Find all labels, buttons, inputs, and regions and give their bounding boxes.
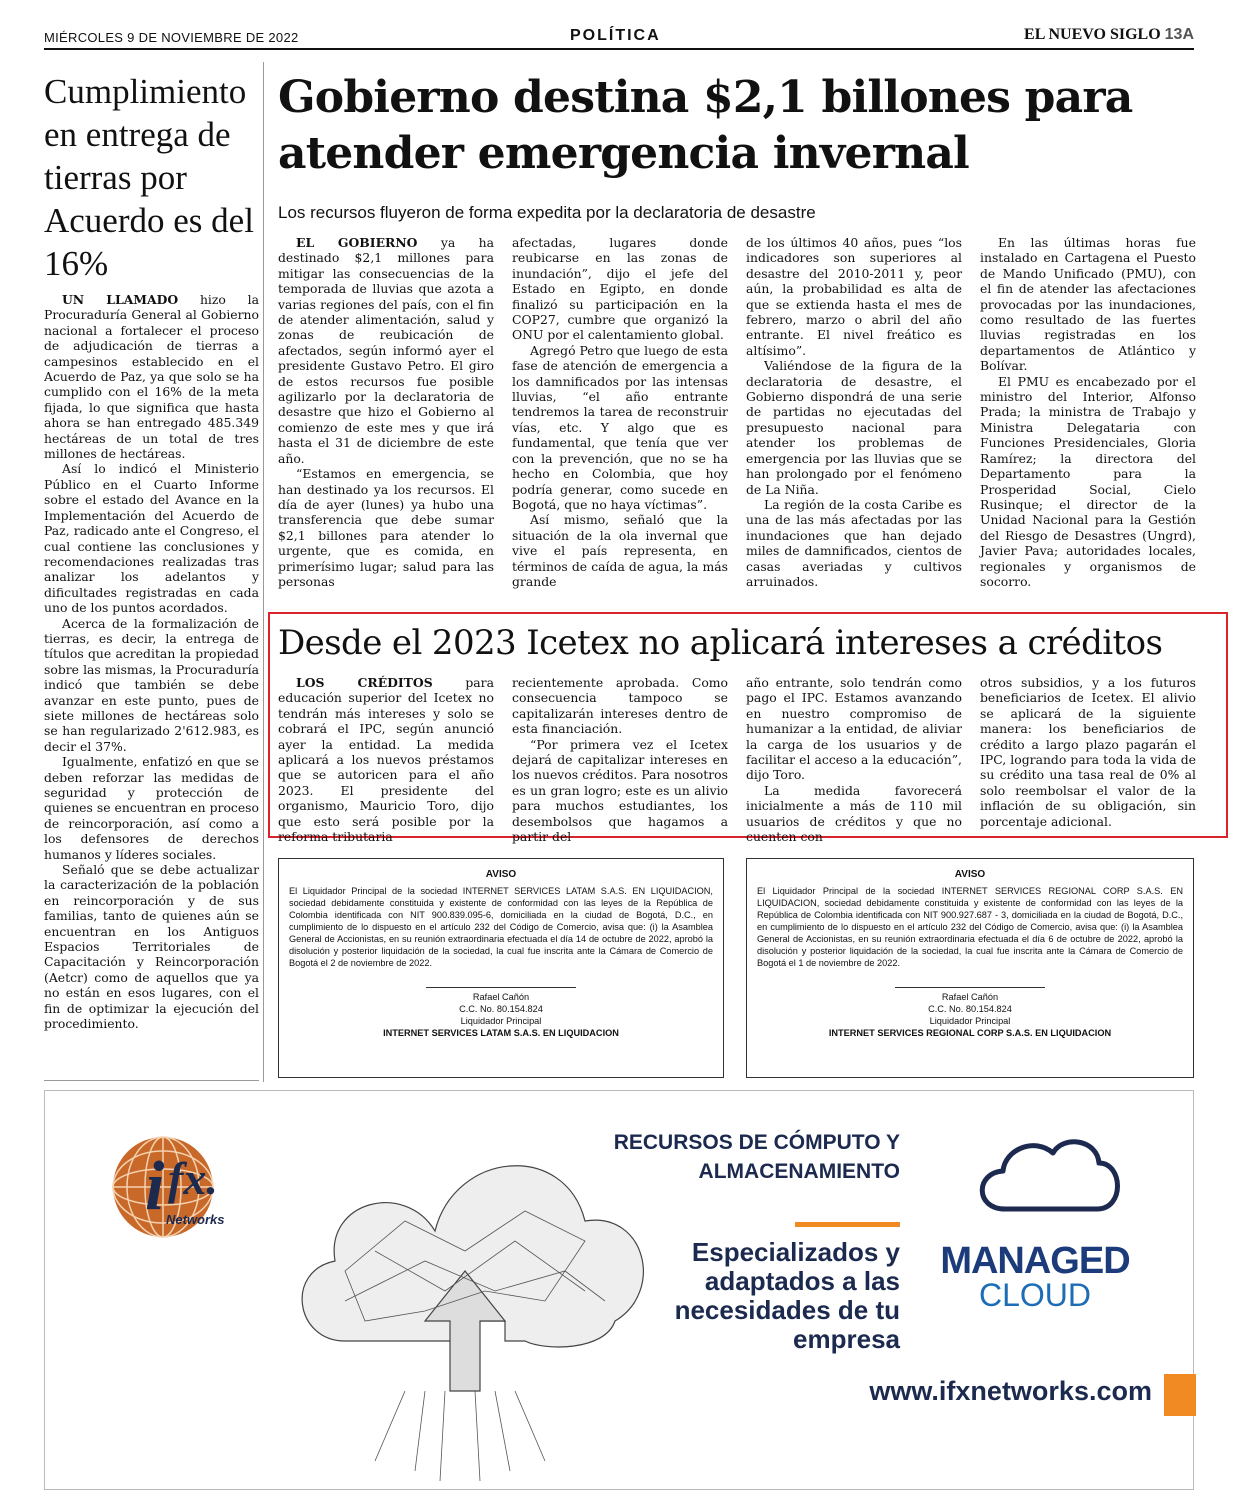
svg-text:i: i <box>145 1148 165 1225</box>
box-lead: LOS CRÉDITOS <box>296 675 433 690</box>
side-paragraph: Así lo indicó el Ministerio Público en el Cuarto Informe sobre el estado del Avance en la Implementación del Acuerdo de Paz, radicado ante el Congreso, el cual contiene las conclusiones y recomendaciones realizadas tras analizar los adelantos y dificultades registradas en cada uno de los puntos acordados. <box>44 461 259 616</box>
ad-orange-block <box>1164 1374 1196 1416</box>
side-lead: UN LLAMADO <box>62 292 179 307</box>
ad-tagline: Especializados y adaptados a las necesidades de tu empresa <box>674 1237 900 1354</box>
signer-id: C.C. No. 80.154.824 <box>459 1004 543 1014</box>
ad-url[interactable]: www.ifxnetworks.com <box>869 1376 1152 1406</box>
side-paragraph: Igualmente, enfatizó en que se deben reforzar las medidas de seguridad y protección de quienes se encuentran en proceso de reincorporación, así como a los defensores de derechos humanos y líderes sociales. <box>44 754 259 862</box>
signer-role: Liquidador Principal <box>460 1016 542 1026</box>
main-col-1: EL GOBIERNO ya ha destinado $2,1 millones para mitigar las consecuencias de la temporada de lluvias que azota a varias regiones del país, con el fin de atender alimentación, salud y zonas de reubicación de afectados, según informó ayer el presidente Gustavo Petro. El giro de estos recursos fue posible agilizarlo por la declaratoria de desastre que hizo el Gobierno al comienzo de este mes y que irá hasta el 31 de diciembre de este año. “Estamos en emergencia, se han destinado ya los recursos. El día de ayer (lunes) ya hubo una transferencia que debe sumar $2,1 billones para atender lo urgente, que es comida, en primerísimo lugar; salud para las personas <box>278 235 494 589</box>
managed-label: MANAGED <box>940 1240 1130 1282</box>
legal-notice <box>278 858 724 1078</box>
signer-role: Liquidador Principal <box>929 1016 1011 1026</box>
box-article-body <box>278 675 1196 845</box>
header-rule <box>44 48 1194 50</box>
main-article-subtitle: Los recursos fluyeron de forma expedita por la declaratoria de desastre <box>278 203 816 222</box>
ifx-logo-text: fx. <box>168 1153 218 1204</box>
signature-line <box>895 987 1045 988</box>
side-paragraph: Señaló que se debe actualizar la caracterización de la población en reincorporación y de sus familias, tanto de quienes aún se encuentran en los Antiguos Espacios Territoriales de Capacitación y Reincorporación (Aetcr) como de aquellos que ya no están en esos lugares, con el fin de optimizar la ejecución del procedimiento. <box>44 862 259 1032</box>
signer-id: C.C. No. 80.154.824 <box>928 1004 1012 1014</box>
cloud-mesh-illustration <box>302 1166 643 1481</box>
ad-headline: RECURSOS DE CÓMPUTO Y ALMACENAMIENTO <box>613 1131 900 1183</box>
side-paragraph: Acerca de la formalización de tierras, es decir, la entrega de títulos que acreditan la propiedad sobre las mismas, la Procuraduría indicó que también se debe avanzar en este punto, pues de siete millones de hectáreas solo se han regularizado 2'612.983, es decir el 37%. <box>44 615 259 754</box>
issue-date: MIÉRCOLES 9 DE NOVIEMBRE DE 2022 <box>44 30 299 45</box>
signer-name: Rafael Cañón <box>472 992 530 1002</box>
side-bottom-rule <box>44 1080 259 1081</box>
section-name: POLÍTICA <box>570 27 661 44</box>
box-col-3: año entrante, solo tendrán como pago el IPC. Estamos avanzando en nuestro compromiso de humanizar a la entidad, de aliviar la carga de los usuarios y de facilitar el acceso a la educación”, dijo Toro. La medida favorecerá inicialmente a más de 110 mil usuarios de créditos y que no cuenten con <box>746 675 962 845</box>
notice-heading: AVISO <box>485 869 517 880</box>
ad-accent-bar <box>795 1222 900 1227</box>
cloud-label: CLOUD <box>978 1277 1091 1313</box>
main-article-title: Gobierno destina $2,1 billones para atender emergencia invernal <box>278 72 1133 179</box>
box-col-2: recientemente aprobada. Como consecuencia tampoco se capitalizarán intereses dentro de esta financiación. “Por primera vez el Icetex dejará de capitalizar intereses en los nuevos créditos. Para nosotros es un gran logro; este es un alivio para muchos estudiantes, los desembolsos que hagamos a partir del <box>512 675 728 845</box>
main-article-body <box>278 235 1196 603</box>
signer-company: INTERNET SERVICES REGIONAL CORP S.A.S. EN LIQUIDACION <box>828 1028 1112 1038</box>
signature-line <box>426 987 576 988</box>
legal-notice <box>746 858 1194 1078</box>
main-col-4: En las últimas horas fue instalado en Cartagena el Puesto de Mando Unificado (PMU), con el fin de atender las afectaciones provocadas por las inundaciones, como resultado de las fuertes lluvias registradas en los departamentos de Atlántico y Bolívar. El PMU es encabezado por el ministro del Interior, Alfonso Prada; la ministra de Trabajo y Ministra Delegataria con Funciones Presidenciales, Gloria Ramírez; la directora del Departamento para la Prosperidad Social, Cielo Rusinque; el director de la Unidad Nacional para la Gestión del Riesgo de Desastres (Ungrd), Javier Pava; autoridades locales, regionales y organismos de socorro. <box>980 235 1196 589</box>
main-col-3: de los últimos 40 años, pues “los indicadores son superiores al desastre del 2010-2011 y, peor aún, la probabilidad es alta de que se extienda hasta el mes de febrero, marzo o abril del año entrante. El nivel freático es altísimo”. Valiéndose de la figura de la declaratoria de desastre, el Gobierno dispondrá de una serie de partidas no ejecutadas del presupuesto nacional para atender los problemas de emergencia por las lluvias que se han prolongado por el fenómeno de La Niña. La región de la costa Caribe es una de las más afectadas por las inundaciones que han dejado miles de damnificados, cientos de casas averiadas y cultivos arruinados. <box>746 235 962 589</box>
main-col-2: afectadas, lugares donde reubicarse en las zonas de inundación”, dijo el jefe del Estado en Egipto, en donde finalizó su participación en la COP27, cumbre que organizó la ONU por el calentamiento global. Agregó Petro que luego de esta fase de atención de emergencia a los damnificados por las intensas lluvias, “el año entrante tendremos la tarea de reconstruir vías, etc. Y algo que es fundamental, que tenía que ver con la prevención, que no se ha hecho en Colombia, que hoy podría generar, como sucede en Bogotá, que no haya víctimas”. Así mismo, señaló que la situación de la ola invernal que vive el país representa, en términos de caída de agua, la más grande <box>512 235 728 589</box>
box-col-4: otros subsidios, y a los futuros beneficiarios de Icetex. El alivio se aplicará de la siguiente manera: los beneficiarios de crédito a largo plazo pagarán el IPC, logrando para toda la vida de su crédito una tasa real de 0% al solo reembolsar el valor de la inflación de su obligación, sin porcentaje adicional. <box>980 675 1196 829</box>
notice-signature <box>757 987 1183 1039</box>
box-article-title: Desde el 2023 Icetex no aplicará intereses a créditos <box>278 623 1163 663</box>
side-article-body <box>44 292 259 1032</box>
box-col-1: LOS CRÉDITOS para educación superior del Icetex no tendrán más intereses y solo se cobrará el IPC, según anunció ayer la entidad. La medida aplicará a los nuevos préstamos que se autoricen para el año 2023. El presidente del organismo, Mauricio Toro, dijo que esto será posible por la reforma tributaria <box>278 675 494 845</box>
brand-name: EL NUEVO SIGLO <box>1024 26 1161 43</box>
notice-body: El Liquidador Principal de la sociedad INTERNET SERVICES REGIONAL CORP S.A.S. EN LIQUIDACION, sociedad debidamente constituida y existente de conformidad con las leyes de la República de Colombia identificada con NIT 900.927.687 - 3, domiciliada en la ciudad de Bogotá, D.C., en cumplimiento de lo dispuesto en el artículo 232 del Código de Comercio, avisa que: (i) la Asamblea General de Accionistas, en su reunión extraordinaria efectuada el día 6 de octubre de 2022, aprobó la disolución y posterior liquidación de la sociedad, la cual fue inscrita ante la Cámara de Comercio de Bogotá el 1 de noviembre de 2022. <box>757 886 1183 968</box>
column-divider <box>263 62 264 1082</box>
main-lead: EL GOBIERNO <box>296 235 418 250</box>
signer-company: INTERNET SERVICES LATAM S.A.S. EN LIQUIDACION <box>383 1028 619 1038</box>
notice-signature <box>289 987 713 1039</box>
notice-body: El Liquidador Principal de la sociedad INTERNET SERVICES LATAM S.A.S. EN LIQUIDACION, sociedad debidamente constituida y existente de conformidad con las leyes de la República de Colombia identificada con NIT 900.839.095-6, domiciliada en la ciudad de Bogotá, D.C., en cumplimiento de lo dispuesto en el artículo 232 del Código de Comercio, avisa que: (i) la Asamblea General de Accionistas, en su reunión extraordinaria efectuada el día 14 de octubre de 2022, aprobó la disolución y posterior liquidación de la sociedad, la cual fue inscrita ante la Cámara de Comercio de Bogotá el 2 de noviembre de 2022. <box>289 886 713 968</box>
side-paragraph: UN LLAMADO hizo la Procuraduría General al Gobierno nacional a fortalecer el proceso de adjudicación de tierras a campesinos establecido en el Acuerdo de Paz, ya que solo se ha cumplido con el 16% de la meta fijada, lo que significa que hasta ahora se han entregado 485.349 hectáreas de un total de tres millones de hectáreas. <box>44 292 259 462</box>
page-number: 13A <box>1164 26 1194 43</box>
side-article-title: Cumplimiento en entrega de tierras por Acuerdo es del 16% <box>44 72 254 283</box>
cloud-icon <box>982 1142 1117 1209</box>
signer-name: Rafael Cañón <box>941 992 999 1002</box>
ifx-logo-name: Networks <box>166 1212 225 1227</box>
newspaper-brand <box>1024 26 1194 44</box>
notice-heading: AVISO <box>954 869 986 880</box>
